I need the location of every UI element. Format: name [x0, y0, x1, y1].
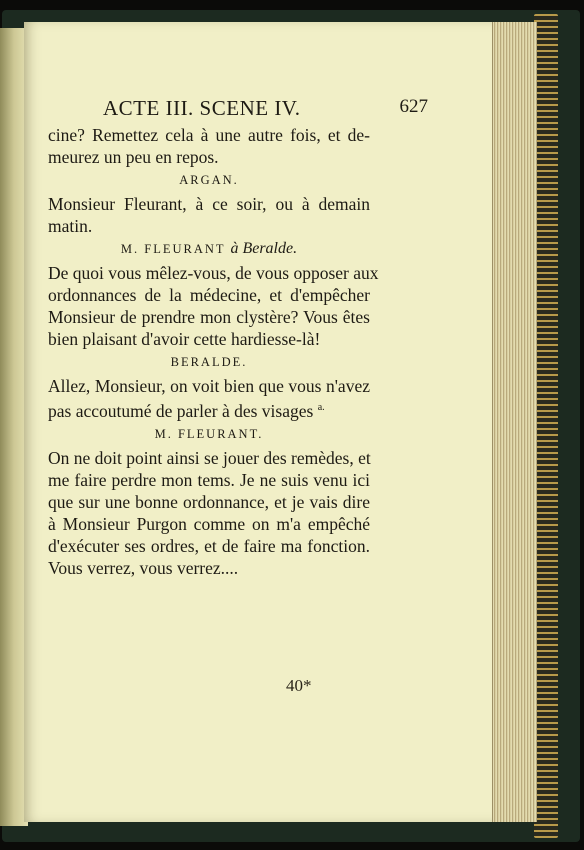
text-line — [48, 397, 370, 422]
text-line: Allez, Monsieur, on voit bien que vous n'avez — [48, 376, 370, 396]
text-line: Vous verrez, vous verrez.... — [48, 557, 239, 578]
text-line: meurez un peu en repos. — [48, 147, 219, 167]
page-number: 627 — [399, 96, 428, 117]
stage-direction: à Beralde. — [230, 240, 298, 257]
speaker-fleurant-2: M. FLEURANT. — [154, 426, 264, 441]
text-line: à Monsieur Purgon comme on m'a empêché — [48, 513, 370, 534]
text-line: De quoi vous mêlez-vous, de vous opposer aux — [48, 263, 379, 283]
text-line: matin. — [48, 216, 93, 236]
speaker-name: M. FLEURANT — [120, 242, 226, 256]
text-line: Monsieur de prendre mon clystère? Vous êtes — [48, 307, 370, 327]
speaker-beralde: BERALDE. — [170, 355, 248, 369]
text-line: cine? Remettez cela à une autre fois, et de- — [48, 125, 370, 145]
text-line: On ne doit point ainsi se jouer des remèdes, et — [48, 447, 371, 468]
page-text — [48, 96, 428, 579]
text-line: d'exécuter ses ordres, et de faire ma fonction. — [48, 535, 370, 556]
footnote-mark: a. — [317, 402, 325, 413]
text-line-content: pas accoutumé de parler à des visages — [48, 400, 314, 421]
page-fore-edge — [492, 22, 537, 822]
running-title: ACTE III. SCENE IV. — [103, 96, 301, 120]
speaker-argan: ARGAN. — [179, 173, 239, 187]
signature-mark: 40* — [286, 676, 312, 695]
speaker-fleurant — [48, 239, 370, 259]
cover-gilt-border — [534, 14, 558, 838]
text-line: ordonnances de la médecine, et d'empêcher — [48, 285, 370, 305]
text-line: bien plaisant d'avoir cette hardiesse-là! — [48, 329, 321, 349]
running-head — [103, 96, 428, 124]
text-line: Monsieur Fleurant, à ce soir, ou à demain — [48, 194, 370, 214]
text-line: me faire perdre mon tems. Je ne suis venu ici — [48, 469, 370, 490]
text-line: que sur une bonne ordonnance, et je vais dire — [48, 491, 370, 512]
